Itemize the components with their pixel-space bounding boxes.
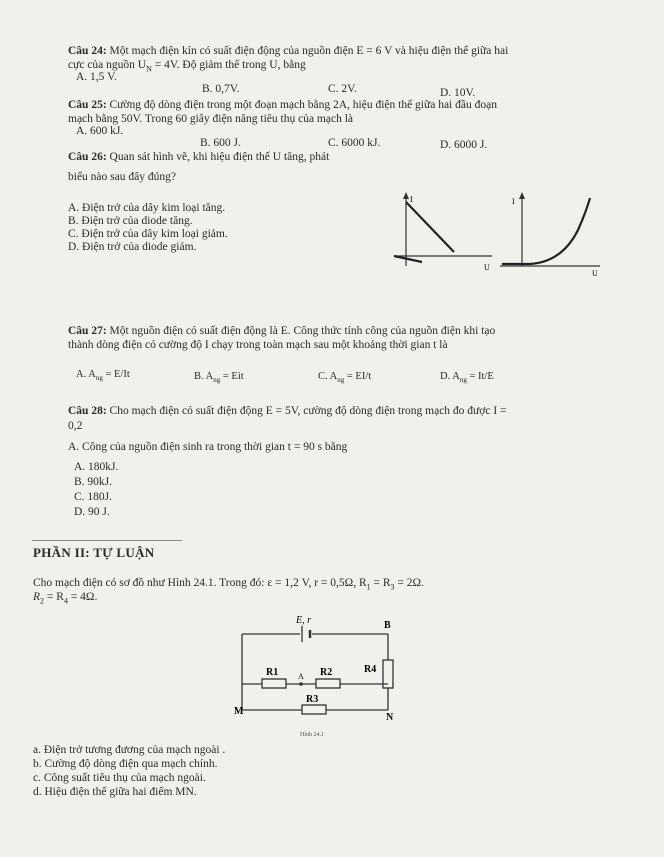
q26-option-c[interactable]: C. Điện trở của dây kim loại giảm. (68, 228, 228, 240)
q24-option-b[interactable]: B. 0,7V. (202, 83, 240, 95)
label-r2: R2 (320, 667, 333, 678)
q24-option-d[interactable]: D. 10V. (440, 87, 476, 99)
part2-title: PHẦN II: TỰ LUẬN (33, 545, 155, 560)
graph2-x-label: U (592, 269, 598, 278)
q28-line1: Câu 28: Cho mạch điện có suất điện động E = 5V, cường độ dòng điện trong mạch đo được I = (68, 405, 507, 417)
resistor-r2 (316, 679, 340, 688)
resistor-r1 (262, 679, 286, 688)
q24-line1: Câu 24: Một mạch điện kín có suất điện động của nguồn điện E = 6 V và hiệu điện thế giữa hai (68, 45, 509, 57)
q28-option-b[interactable]: B. 90kJ. (74, 476, 113, 488)
label-n: N (386, 712, 394, 723)
part2-question-a: a. Điện trở tương đương của mạch ngoài . (33, 744, 226, 756)
q25-line2: mạch bằng 50V. Trong 60 giây điện năng tiêu thụ của mạch là (68, 113, 354, 125)
label-b: B (384, 620, 391, 631)
graph1-curve (406, 202, 454, 252)
q28-option-d[interactable]: D. 90 J. (74, 506, 110, 518)
graph2-y-label: I (512, 197, 515, 206)
q24-option-c[interactable]: C. 2V. (328, 83, 357, 95)
q28-line3: A. Công của nguồn điện sinh ra trong thời gian t = 90 s bằng (68, 441, 348, 453)
q27-line2: thành dòng điện có cường độ I chạy trong toàn mạch sau một khoảng thời gian t là (68, 339, 448, 351)
part2-question-b: b. Cường độ dòng điện qua mạch chính. (33, 758, 218, 770)
part2-intro-line2: $R_2 = R_4 = 4\Omega$. (33, 591, 98, 606)
q26-option-d[interactable]: D. Điện trở của diode giảm. (68, 241, 197, 253)
graph-metal-wire (392, 190, 512, 280)
graph-diode (500, 190, 610, 280)
node-a (299, 682, 303, 686)
q26-option-b[interactable]: B. Điện trở của diode tăng. (68, 215, 193, 227)
label-m: M (234, 706, 244, 717)
label-a: A (298, 672, 304, 681)
q24-option-a[interactable]: A. 1,5 V. (76, 71, 117, 83)
q27-option-d[interactable]: D. $A_{ng} = It/E$ (440, 371, 494, 385)
q27-option-a[interactable]: A. $A_{ng} = E/It$ (76, 369, 130, 383)
graph1-y-arrow (403, 192, 409, 199)
q25-option-a[interactable]: A. 600 kJ. (76, 125, 124, 137)
part2-question-c: c. Công suất tiêu thụ của mạch ngoài. (33, 772, 206, 784)
label-r1: R1 (266, 667, 279, 678)
graph1-y-label: I (410, 195, 413, 204)
section-divider (32, 540, 182, 541)
q25-option-b[interactable]: B. 600 J. (200, 137, 241, 149)
q27-option-b[interactable]: B. $A_{ng}$ = Eit (194, 371, 244, 385)
graph2-curve (502, 198, 590, 264)
resistor-r3 (302, 705, 326, 714)
part2-question-d: d. Hiệu điện thế giữa hai điểm MN. (33, 786, 197, 798)
q28-line2: 0,2 (68, 420, 83, 432)
q28-option-c[interactable]: C. 180J. (74, 491, 113, 503)
q28-option-a[interactable]: A. 180kJ. (74, 461, 119, 473)
graph2-y-arrow (519, 192, 525, 199)
q25-option-c[interactable]: C. 6000 kJ. (328, 137, 381, 149)
q24-line2: cực của nguồn $U_N = 4V$. Độ giảm thế trong U, bằng (68, 59, 306, 74)
label-r3: R3 (306, 694, 319, 705)
part2-intro-line1: Cho mạch điện có sơ đồ như Hình 24.1. Trong đó: ε = 1,2 V, r = 0,5Ω, $R_1 = R_3 = 2\Omega$. (33, 577, 424, 592)
q26-line1: Câu 26: Quan sát hình vẽ, khi hiệu điện thế U tăng, phát (68, 151, 330, 163)
label-r4: R4 (364, 664, 377, 675)
circuit-diagram (228, 612, 418, 740)
q27-line1: Câu 27: Một nguồn điện có suất điện động là E. Công thức tính công của nguồn điện khi tạo (68, 325, 496, 337)
q26-option-a[interactable]: A. Điện trở của dây kim loại tăng. (68, 202, 226, 214)
q26-line2: biểu nào sau đây đúng? (68, 171, 176, 183)
graph1-tail (394, 256, 422, 262)
figure-caption: Hình 24.1 (300, 732, 324, 738)
q25-option-d[interactable]: D. 6000 J. (440, 139, 488, 151)
label-source: E, r (296, 615, 311, 626)
q27-option-c[interactable]: C. $A_{ng} = EI/t$ (318, 371, 372, 385)
q25-line1: Câu 25: Cường độ dòng điện trong một đoạn mạch bằng 2A, hiệu điện thế giữa hai đầu đoạn (68, 99, 497, 111)
graph1-x-label: U (484, 263, 490, 272)
